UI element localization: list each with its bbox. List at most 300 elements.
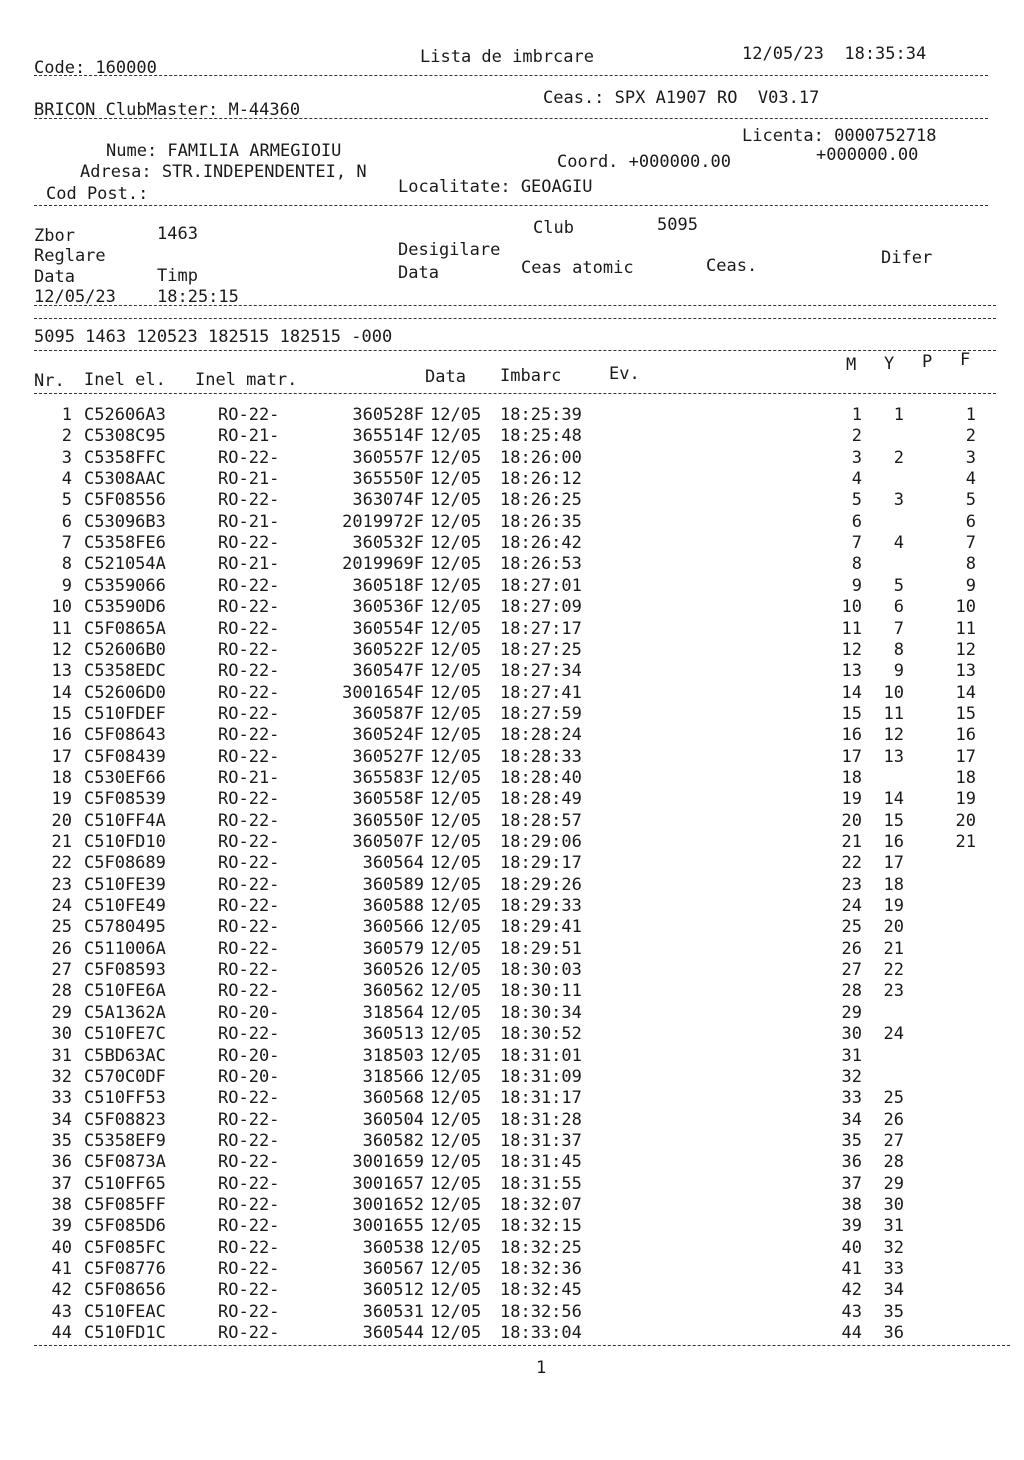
rank-y: 15 [883, 810, 904, 831]
row-number: 24 [51, 896, 72, 917]
ring-serial: 360566 [362, 917, 424, 938]
table-row [0, 1003, 1024, 1024]
electronic-ring: C5F0873A [84, 1152, 166, 1173]
rank-f: 11 [955, 618, 976, 639]
rank-y: 16 [883, 832, 904, 852]
clock-date: 12/05 [430, 618, 482, 639]
table-row [0, 1174, 1024, 1195]
ring-serial: 360550F [352, 810, 424, 831]
ring-serial: 360587F [352, 703, 424, 724]
clock-date: 12/05 [430, 469, 482, 490]
ring-serial: 360558F [352, 789, 424, 810]
clock-time: 18:31:28 [500, 1109, 582, 1130]
ring-serial: 360507F [352, 832, 424, 852]
clock-date: 12/05 [430, 1301, 482, 1322]
table-row [0, 448, 1024, 469]
electronic-ring: C570C0DF [84, 1066, 166, 1087]
table-row [0, 1110, 1024, 1131]
clock-date: 12/05 [430, 703, 482, 724]
ring-prefix: RO-22- [218, 490, 280, 511]
rank-f: 2 [965, 426, 976, 447]
ceas-atomic-label: Ceas atomic [521, 258, 634, 278]
rank-m: 7 [851, 533, 862, 554]
electronic-ring: C5308AAC [84, 469, 166, 490]
row-number: 11 [51, 618, 72, 639]
rank-m: 16 [841, 725, 862, 746]
summary-line: 5095 1463 120523 182515 182515 -000 [34, 327, 393, 347]
rank-y: 17 [883, 853, 904, 874]
row-number: 41 [51, 1259, 72, 1279]
rank-m: 31 [841, 1045, 862, 1066]
rank-m: 23 [841, 874, 862, 895]
table-row [0, 1067, 1024, 1088]
clock-date: 12/05 [430, 575, 482, 596]
clock-date: 12/05 [430, 789, 482, 810]
row-number: 39 [51, 1216, 72, 1237]
clock-time: 18:32:45 [500, 1280, 582, 1301]
table-row [0, 768, 1024, 789]
electronic-ring: C5F08593 [84, 960, 166, 981]
ring-serial: 360557F [352, 447, 424, 468]
electronic-ring: C5A1362A [84, 1002, 166, 1023]
table-row [0, 1323, 1024, 1344]
rank-f: 5 [965, 490, 976, 511]
col-header-inel-el: Inel el. [84, 370, 166, 390]
ceas-label: Ceas. [706, 256, 758, 276]
ring-serial: 360579 [362, 938, 424, 959]
clock-time: 18:26:00 [500, 447, 582, 468]
rank-m: 29 [841, 1002, 862, 1023]
table-row [0, 469, 1024, 490]
row-number: 32 [51, 1066, 72, 1087]
clock-time: 18:32:15 [500, 1216, 582, 1237]
ring-serial: 360582 [362, 1130, 424, 1151]
rank-y: 31 [883, 1216, 904, 1237]
clock-time: 18:26:25 [500, 490, 582, 511]
electronic-ring: C510FF65 [84, 1173, 166, 1194]
rank-y: 34 [883, 1280, 904, 1301]
electronic-ring: C5BD63AC [84, 1045, 166, 1066]
rank-m: 27 [841, 960, 862, 981]
ring-serial: 318564 [362, 1002, 424, 1023]
rank-y: 7 [893, 618, 904, 639]
clock-date: 12/05 [430, 490, 482, 511]
rank-y: 18 [883, 874, 904, 895]
row-number: 2 [61, 426, 72, 447]
rank-y: 5 [893, 575, 904, 596]
rank-m: 4 [851, 469, 862, 490]
ring-prefix: RO-21- [218, 554, 280, 575]
electronic-ring: C5359066 [84, 575, 166, 596]
clock-time: 18:32:07 [500, 1194, 582, 1215]
ring-prefix: RO-22- [218, 789, 280, 810]
col-header-data: Data [425, 367, 466, 387]
clock-time: 18:26:35 [500, 511, 582, 532]
rank-m: 38 [841, 1194, 862, 1215]
row-number: 22 [51, 853, 72, 874]
row-number: 5 [61, 490, 72, 511]
electronic-ring: C5F0865A [84, 618, 166, 639]
owner-name: Nume: FAMILIA ARMEGIOIU [106, 141, 342, 161]
ring-prefix: RO-22- [218, 810, 280, 831]
ring-prefix: RO-20- [218, 1066, 280, 1087]
ring-prefix: RO-21- [218, 426, 280, 447]
clock-date: 12/05 [430, 639, 482, 660]
rank-y: 22 [883, 960, 904, 981]
ring-prefix: RO-22- [218, 703, 280, 724]
clock-time: 18:27:59 [500, 703, 582, 724]
clock-time: 18:30:11 [500, 981, 582, 1002]
row-number: 42 [51, 1280, 72, 1301]
rank-f: 1 [965, 405, 976, 425]
row-number: 12 [51, 639, 72, 660]
row-number: 34 [51, 1109, 72, 1130]
table-row [0, 640, 1024, 661]
row-number: 8 [61, 554, 72, 575]
ring-serial: 360522F [352, 639, 424, 660]
clock-date: 12/05 [430, 1130, 482, 1151]
col-header-m: M [846, 355, 857, 375]
ring-serial: 363074F [352, 490, 424, 511]
ring-serial: 360564 [362, 853, 424, 874]
separator [34, 305, 996, 306]
zbor-label: Zbor [34, 226, 75, 246]
row-number: 43 [51, 1301, 72, 1322]
row-number: 9 [61, 575, 72, 596]
rank-y: 20 [883, 917, 904, 938]
electronic-ring: C521054A [84, 554, 166, 575]
electronic-ring: C510FE6A [84, 981, 166, 1002]
ring-prefix: RO-20- [218, 1002, 280, 1023]
clock-date: 12/05 [430, 405, 482, 425]
separator [34, 1345, 1010, 1346]
rank-y: 13 [883, 746, 904, 767]
electronic-ring: C510FF4A [84, 810, 166, 831]
rank-m: 5 [851, 490, 862, 511]
row-number: 3 [61, 447, 72, 468]
row-number: 16 [51, 725, 72, 746]
electronic-ring: C5F08539 [84, 789, 166, 810]
row-number: 44 [51, 1323, 72, 1344]
electronic-ring: C5308C95 [84, 426, 166, 447]
clock-date: 12/05 [430, 917, 482, 938]
table-row [0, 554, 1024, 575]
table-row [0, 917, 1024, 938]
row-number: 37 [51, 1173, 72, 1194]
clock-time: 18:29:51 [500, 938, 582, 959]
ring-serial: 360512 [362, 1280, 424, 1301]
rank-m: 44 [841, 1323, 862, 1344]
row-number: 18 [51, 767, 72, 788]
separator [34, 318, 996, 319]
table-row [0, 981, 1024, 1002]
rank-m: 40 [841, 1237, 862, 1258]
rank-f: 3 [965, 447, 976, 468]
clock-time: 18:29:06 [500, 832, 582, 852]
rank-y: 1 [893, 405, 904, 425]
clock-time: 18:28:49 [500, 789, 582, 810]
clock-time: 18:27:09 [500, 597, 582, 618]
ring-prefix: RO-21- [218, 469, 280, 490]
clock-time: 18:28:57 [500, 810, 582, 831]
clock-time: 18:32:36 [500, 1259, 582, 1279]
table-row [0, 1302, 1024, 1323]
col-header-imbarc: Imbarc [500, 366, 562, 386]
ring-serial: 360567 [362, 1259, 424, 1279]
clock-time: 18:26:53 [500, 554, 582, 575]
col-header-f: F [960, 350, 971, 370]
rank-y: 30 [883, 1194, 904, 1215]
table-row [0, 1024, 1024, 1045]
rank-y: 9 [893, 661, 904, 682]
owner-address: Adresa: STR.INDEPENDENTEI, N [80, 162, 367, 182]
table-row [0, 426, 1024, 447]
table-row [0, 490, 1024, 511]
rank-m: 25 [841, 917, 862, 938]
electronic-ring: C5F08689 [84, 853, 166, 874]
ring-prefix: RO-21- [218, 511, 280, 532]
rank-m: 19 [841, 789, 862, 810]
ring-prefix: RO-22- [218, 938, 280, 959]
electronic-ring: C5358EDC [84, 661, 166, 682]
ring-serial: 318503 [362, 1045, 424, 1066]
row-number: 38 [51, 1194, 72, 1215]
rank-y: 11 [883, 703, 904, 724]
rank-y: 29 [883, 1173, 904, 1194]
club-label: Club [533, 218, 574, 238]
electronic-ring: C510FDEF [84, 703, 166, 724]
difer-label: Difer [881, 248, 933, 268]
rank-m: 8 [851, 554, 862, 575]
table-row [0, 747, 1024, 768]
ring-serial: 360547F [352, 661, 424, 682]
ring-serial: 365583F [352, 767, 424, 788]
rank-y: 36 [883, 1323, 904, 1344]
ring-serial: 360554F [352, 618, 424, 639]
row-number: 36 [51, 1152, 72, 1173]
rank-m: 18 [841, 767, 862, 788]
document-title: Lista de imbrcare [420, 47, 594, 67]
clock-date: 12/05 [430, 725, 482, 746]
row-number: 23 [51, 874, 72, 895]
rank-f: 9 [965, 575, 976, 596]
electronic-ring: C510FF53 [84, 1088, 166, 1109]
ring-serial: 360589 [362, 874, 424, 895]
reglare-date: 12/05/23 [34, 287, 116, 307]
rank-y: 12 [883, 725, 904, 746]
ring-prefix: RO-22- [218, 960, 280, 981]
rank-f: 6 [965, 511, 976, 532]
col-header-y: Y [884, 354, 895, 374]
separator [34, 75, 988, 76]
clock-time: 18:27:17 [500, 618, 582, 639]
rank-f: 7 [965, 533, 976, 554]
rank-y: 32 [883, 1237, 904, 1258]
table-row [0, 576, 1024, 597]
clock-date: 12/05 [430, 511, 482, 532]
ring-prefix: RO-22- [218, 1109, 280, 1130]
clock-time: 18:29:33 [500, 896, 582, 917]
ring-prefix: RO-22- [218, 682, 280, 703]
rank-m: 39 [841, 1216, 862, 1237]
clock-date: 12/05 [430, 426, 482, 447]
table-row [0, 1152, 1024, 1173]
clock-time: 18:28:33 [500, 746, 582, 767]
clock-id: Ceas.: SPX A1907 RO V03.17 [543, 88, 820, 108]
ring-serial: 360588 [362, 896, 424, 917]
clock-time: 18:30:03 [500, 960, 582, 981]
rank-f: 12 [955, 639, 976, 660]
ring-serial: 360531 [362, 1301, 424, 1322]
rank-m: 37 [841, 1173, 862, 1194]
clock-date: 12/05 [430, 1024, 482, 1045]
rank-m: 6 [851, 511, 862, 532]
ring-serial: 360562 [362, 981, 424, 1002]
clock-date: 12/05 [430, 1066, 482, 1087]
clock-date: 12/05 [430, 853, 482, 874]
clock-time: 18:27:41 [500, 682, 582, 703]
clock-time: 18:32:56 [500, 1301, 582, 1322]
row-number: 14 [51, 682, 72, 703]
table-row [0, 704, 1024, 725]
clock-date: 12/05 [430, 810, 482, 831]
table-row [0, 1195, 1024, 1216]
table-row [0, 832, 1024, 853]
electronic-ring: C511006A [84, 938, 166, 959]
separator [34, 205, 988, 206]
table-row [0, 619, 1024, 640]
row-number: 40 [51, 1237, 72, 1258]
clubmaster-id: BRICON ClubMaster: M-44360 [34, 100, 301, 120]
ring-serial: 3001652 [352, 1194, 424, 1215]
rank-y: 2 [893, 447, 904, 468]
table-row [0, 811, 1024, 832]
rank-m: 36 [841, 1152, 862, 1173]
ring-serial: 365550F [352, 469, 424, 490]
table-row [0, 683, 1024, 704]
zbor-value: 1463 [157, 224, 198, 244]
clock-time: 18:32:25 [500, 1237, 582, 1258]
rank-y: 23 [883, 981, 904, 1002]
clock-date: 12/05 [430, 1002, 482, 1023]
rank-m: 33 [841, 1088, 862, 1109]
separator [34, 118, 988, 119]
ring-prefix: RO-22- [218, 1259, 280, 1279]
row-number: 29 [51, 1002, 72, 1023]
electronic-ring: C5780495 [84, 917, 166, 938]
clock-time: 18:27:25 [500, 639, 582, 660]
row-number: 30 [51, 1024, 72, 1045]
reglare-data-label: Data [34, 267, 75, 287]
clock-date: 12/05 [430, 682, 482, 703]
ring-prefix: RO-22- [218, 1301, 280, 1322]
clock-time: 18:25:48 [500, 426, 582, 447]
row-number: 7 [61, 533, 72, 554]
ring-prefix: RO-22- [218, 597, 280, 618]
ring-serial: 360536F [352, 597, 424, 618]
rank-y: 3 [893, 490, 904, 511]
clock-date: 12/05 [430, 1173, 482, 1194]
table-row [0, 1088, 1024, 1109]
clock-date: 12/05 [430, 1280, 482, 1301]
rank-m: 22 [841, 853, 862, 874]
clock-date: 12/05 [430, 1045, 482, 1066]
rank-y: 24 [883, 1024, 904, 1045]
clock-time: 18:33:04 [500, 1323, 582, 1344]
clock-date: 12/05 [430, 1259, 482, 1279]
rank-f: 15 [955, 703, 976, 724]
reglare-timp-label: Timp [157, 266, 198, 286]
clock-time: 18:28:24 [500, 725, 582, 746]
ring-serial: 360504 [362, 1109, 424, 1130]
rank-f: 16 [955, 725, 976, 746]
ring-prefix: RO-22- [218, 1152, 280, 1173]
table-row [0, 960, 1024, 981]
rank-m: 35 [841, 1130, 862, 1151]
electronic-ring: C5F08823 [84, 1109, 166, 1130]
row-number: 13 [51, 661, 72, 682]
ring-prefix: RO-22- [218, 1173, 280, 1194]
ring-prefix: RO-22- [218, 1024, 280, 1045]
clock-date: 12/05 [430, 767, 482, 788]
row-number: 21 [51, 832, 72, 852]
rank-f: 10 [955, 597, 976, 618]
clock-time: 18:26:12 [500, 469, 582, 490]
row-number: 33 [51, 1088, 72, 1109]
ring-prefix: RO-22- [218, 1194, 280, 1215]
rank-m: 1 [851, 405, 862, 425]
clock-date: 12/05 [430, 1152, 482, 1173]
rank-f: 19 [955, 789, 976, 810]
clock-date: 12/05 [430, 1323, 482, 1344]
row-number: 26 [51, 938, 72, 959]
rank-m: 14 [841, 682, 862, 703]
rank-f: 8 [965, 554, 976, 575]
ring-prefix: RO-22- [218, 896, 280, 917]
electronic-ring: C5358FE6 [84, 533, 166, 554]
ring-prefix: RO-22- [218, 618, 280, 639]
clock-time: 18:28:40 [500, 767, 582, 788]
clock-time: 18:30:34 [500, 1002, 582, 1023]
row-number: 15 [51, 703, 72, 724]
clock-time: 18:31:37 [500, 1130, 582, 1151]
rank-m: 28 [841, 981, 862, 1002]
row-number: 19 [51, 789, 72, 810]
ring-prefix: RO-22- [218, 1280, 280, 1301]
clock-date: 12/05 [430, 832, 482, 852]
ring-prefix: RO-22- [218, 981, 280, 1002]
ring-serial: 3001655 [352, 1216, 424, 1237]
electronic-ring: C510FD10 [84, 832, 166, 852]
ring-prefix: RO-22- [218, 575, 280, 596]
rank-m: 26 [841, 938, 862, 959]
electronic-ring: C5F085D6 [84, 1216, 166, 1237]
electronic-ring: C5F08656 [84, 1280, 166, 1301]
rank-y: 19 [883, 896, 904, 917]
rank-y: 14 [883, 789, 904, 810]
clock-time: 18:29:41 [500, 917, 582, 938]
ring-prefix: RO-22- [218, 1088, 280, 1109]
ring-serial: 360524F [352, 725, 424, 746]
rank-m: 24 [841, 896, 862, 917]
electronic-ring: C5F08643 [84, 725, 166, 746]
rank-y: 10 [883, 682, 904, 703]
ring-prefix: RO-22- [218, 725, 280, 746]
clock-date: 12/05 [430, 1216, 482, 1237]
rank-f: 14 [955, 682, 976, 703]
clock-time: 18:31:45 [500, 1152, 582, 1173]
rank-f: 20 [955, 810, 976, 831]
